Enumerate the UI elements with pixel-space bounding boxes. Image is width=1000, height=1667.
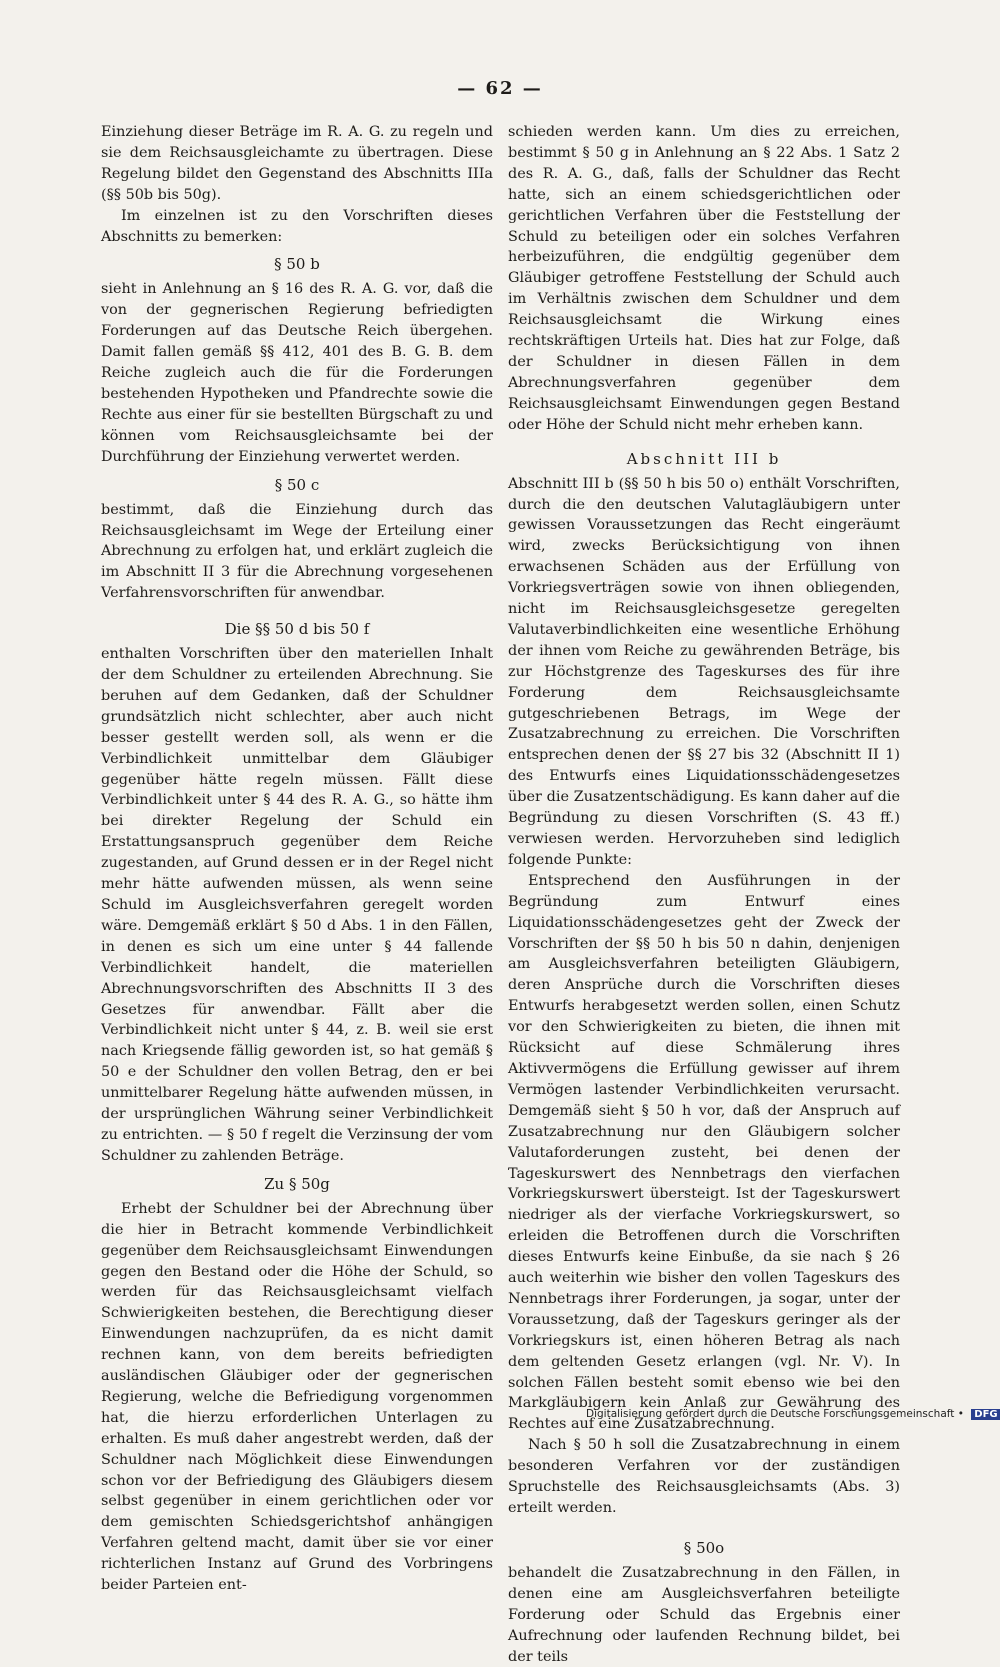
section-heading: Zu § 50g	[264, 1174, 330, 1193]
right-column	[508, 122, 900, 1667]
section-heading: § 50 c	[274, 475, 320, 494]
section-heading: Abschnitt III b	[626, 449, 782, 468]
footer	[586, 1408, 1000, 1420]
paragraph: Einziehung dieser Beträge im R. A. G. zu regeln und sie dem Reichsausgleichamte zu übertragen. Diese Regelung bildet den Gegenstand des Abschnitts IIIa (§§ 50b bis 50g).	[101, 124, 493, 203]
paragraph: behandelt die Zusatzabrechnung in den Fällen, in denen eine am Ausgleichsverfahren beteiligte Forderung oder Schuld das Ergebnis einer Aufrechnung oder laufenden Rechnung bildet, bei der teils	[508, 1564, 900, 1665]
paragraph: Abschnitt III b (§§ 50 h bis 50 o) enthält Vorschriften, durch die den deutschen Valutagläubigern unter gewissen Voraussetzungen das Recht eingeräumt wird, zwecks Berücksichtigung von ihnen erwachsenen Schäden aus der Erfüllung von Vorkriegsverträgen sowie von ihnen obliegenden, nicht im Reichsausgleichsgesetze geregelten Valutaverbindlichkeiten eine wesentliche Erhöhung der ihnen vom Reiche zu gewährenden Beträge, bis zur Höchstgrenze des Tageskurses des für ihre Forderung dem Reichsausgleichsamte gutgeschriebenen Betrags, im Wege der Zusatzabrechnung zu erreichen. Die Vorschriften entsprechen denen der §§ 27 bis 32 (Abschnitt II 1) des Entwurfs eines Liquidationsschädengesetzes über die Zusatzentschädigung. Es kann daher auf die Begründung zu diesen Vorschriften (S. 43 ff.) verwiesen werden. Hervorzuheben sind lediglich folgende Punkte:	[508, 475, 900, 868]
dfg-logo: DFG	[971, 1409, 1000, 1420]
paragraph: bestimmt, daß die Einziehung durch das Reichsausgleichsamt im Wege der Erteilung einer Abrechnung zu erfolgen hat, und erklärt zugleich die im Abschnitt II 3 für die Abrechnung vorgesehenen Verfahrensvorschriften für anwendbar.	[101, 501, 493, 602]
section-heading: § 50o	[683, 1538, 725, 1557]
paragraph: Nach § 50 h soll die Zusatzabrechnung in einem besonderen Verfahren vor der zuständigen Spruchstelle des Reichsausgleichsamts (Abs. 3) erteilt werden.	[508, 1437, 900, 1516]
page-number: — 62 —	[457, 78, 543, 99]
section-heading: § 50 b	[274, 255, 320, 274]
paragraph: sieht in Anlehnung an § 16 des R. A. G. vor, daß die von der gegnerischen Regierung befriedigten Forderungen auf das Deutsche Reich übergehen. Damit fallen gemäß §§ 412, 401 des B. G. B. dem Reiche zugleich auch die für die Forderungen bestehenden Hypotheken und Pfandrechte sowie die Rechte aus einer für sie bestellten Bürgschaft zu und können vom Reichsausgleichsamte bei der Durchführung der Einziehung verwertet werden.	[101, 281, 493, 465]
section-heading: Die §§ 50 d bis 50 f	[224, 620, 370, 639]
paragraph: Erhebt der Schuldner bei der Abrechnung über die hier in Betracht kommende Verbindlichkeit gegenüber dem Reichsausgleichsamt Einwendungen gegen den Bestand oder die Höhe der Schuld, so werden für das Reichsausgleichsamt vielfach Schwierigkeiten bestehen, die Berechtigung dieser Einwendungen nachzuprüfen, da es nicht damit rechnen kann, von dem bereits befriedigten ausländischen Gläubiger oder der gegnerischen Regierung, welche die Befriedigung vorgenommen hat, die hierzu erforderlichen Unterlagen zu erhalten. Es muß daher angestrebt werden, daß der Schuldner nach Möglichkeit diese Einwendungen schon vor der Befriedigung des Gläubigers diesem selbst gegenüber in einem gerichtlichen oder vor dem gemischten Schiedsgerichtshof anhängigen Verfahren geltend macht, damit über sie vor einer richterlichen Instanz auf Grund des Vorbringens beider Parteien ent-	[101, 1200, 493, 1594]
paragraph: schieden werden kann. Um dies zu erreichen, bestimmt § 50 g in Anlehnung an § 22 Abs. 1 Satz 2 des R. A. G., daß, falls der Schuldner das Recht hatte, sich an einem schiedsgerichtlichen oder gerichtlichen Verfahren über die Feststellung der Schuld zu beteiligen oder ein solches Verfahren herbeizuführen, die endgültig gegenüber dem Gläubiger getroffene Feststellung der Schuld auch im Verhältnis zwischen dem Schuldner und dem Reichsausgleichsamt die Wirkung eines rechtskräftigen Urteils hat. Dies hat zur Folge, daß der Schuldner in diesen Fällen in dem Abrechnungsverfahren gegenüber dem Reichsausgleichsamt Einwendungen gegen Bestand oder Höhe der Schuld nicht mehr erheben kann.	[508, 124, 900, 433]
paragraph: Im einzelnen ist zu den Vorschriften dieses Abschnitts zu bemerken:	[101, 207, 493, 245]
footer-text: Digitalisierung gefördert durch die Deutsche Forschungsgemeinschaft •	[586, 1408, 964, 1420]
paragraph: enthalten Vorschriften über den materiellen Inhalt der dem Schuldner zu erteilenden Abrechnung. Sie beruhen auf dem Gedanken, daß der Schuldner grundsätzlich nicht schlechter, aber auch nicht besser gestellt werden soll, als wenn er die Verbindlichkeit unmittelbar dem Gläubiger gegenüber hätte regeln müssen. Fällt diese Verbindlichkeit unter § 44 des R. A. G., so hätte ihm bei direkter Regelung der Schuld ein Erstattungsanspruch gegenüber dem Reiche zugestanden, auf Grund dessen er in der Regel nicht mehr hätte aufwenden müssen, als wenn seine Schuld im Ausgleichsverfahren geregelt worden wäre. Demgemäß erklärt § 50 d Abs. 1 in den Fällen, in denen es sich um eine unter § 44 fallende Verbindlichkeit handelt, die materiellen Abrechnungsvorschriften des Abschnitts II 3 des Gesetzes für anwendbar. Fällt aber die Verbindlichkeit nicht unter § 44, z. B. weil sie erst nach Kriegsende fällig geworden ist, so hat gemäß § 50 e der Schuldner den vollen Betrag, den er bei unmittelbarer Regelung hätte aufwenden müssen, in der ursprünglichen Währung seiner Verbindlichkeit zu entrichten. — § 50 f regelt die Verzinsung der vom Schuldner zu zahlenden Beträge.	[101, 646, 493, 1164]
left-column	[101, 122, 493, 1596]
paragraph: Entsprechend den Ausführungen in der Begründung zum Entwurf eines Liquidationsschädengesetzes geht der Zweck der Vorschriften der §§ 50 h bis 50 n dahin, denjenigen am Ausgleichsverfahren beteiligten Gläubigern, deren Ansprüche durch die Vorschriften dieses Entwurfs herabgesetzt werden sollen, einen Schutz vor den Schwierigkeiten zu bieten, die ihnen mit Rücksicht auf diese Schmälerung ihres Aktivvermögens die Erfüllung gewisser auf ihrem Vermögen lastender Verbindlichkeiten verursacht. Demgemäß sieht § 50 h vor, daß der Anspruch auf Zusatzabrechnung nur den Gläubigern solcher Valutaforderungen zusteht, bei denen der Tageskurswert des Nennbetrags den vierfachen Vorkriegskurswert übersteigt. Ist der Tageskurswert niedriger als der vierfache Vorkriegskurswert, so erleiden die Betroffenen durch die Vorschriften dieses Entwurfs keine Einbuße, da sie nach § 26 auch weiterhin wie bisher den vollen Tageskurs des Nennbetrags ihrer Forderungen, ja sogar, unter der Voraussetzung, daß der Tageskurs geringer als der Vorkriegskurs ist, einen höheren Betrag als nach dem geltenden Gesetz erlangen (vgl. Nr. V). In solchen Fällen besteht somit ebenso wie bei den Markgläubigern kein Anlaß zur Gewährung des Rechtes auf eine Zusatzabrechnung.	[508, 872, 900, 1433]
